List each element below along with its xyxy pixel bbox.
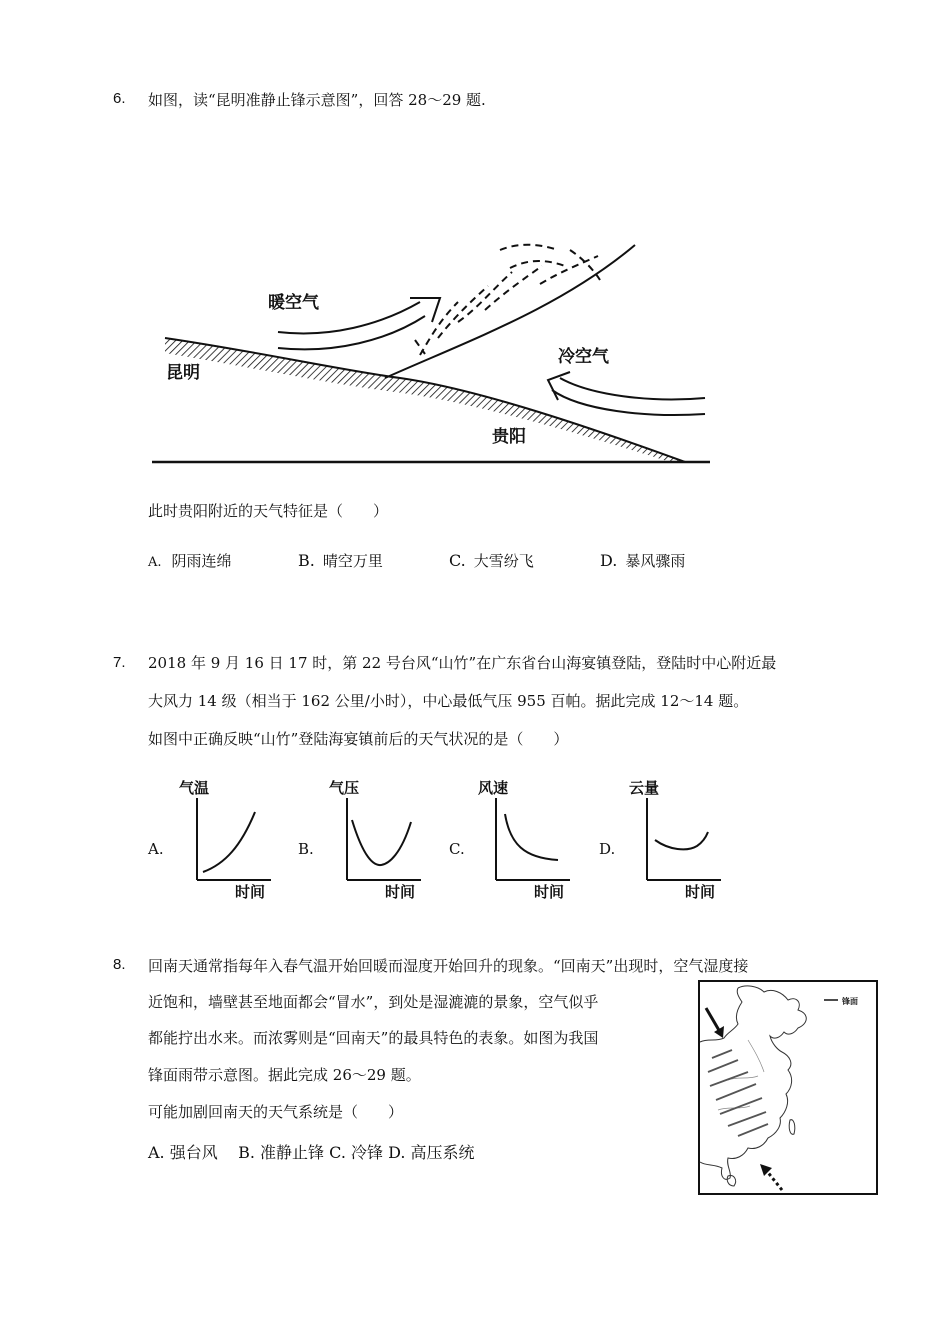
q8-option-d[interactable] [388, 1143, 474, 1162]
q7-option-b-label[interactable]: B. [298, 840, 314, 858]
q7-line-2: 大风力 14 级（相当于 162 公里/小时），中心最低气压 955 百帕。据此完成 12～14 题。 [148, 692, 749, 710]
option-label: B. [238, 1143, 255, 1162]
q8-line-3: 都能拧出水来。而浓雾则是“回南天”的最具特色的表象。如图为我国 [148, 1029, 599, 1047]
option-label: A. [148, 555, 162, 570]
q8-china-front-map [698, 980, 880, 1196]
q7-question: 如图中正确反映“山竹”登陆海宴镇前后的天气状况的是（ ） [148, 730, 569, 748]
option-label: D. [388, 1143, 406, 1162]
q6-option-b[interactable] [298, 550, 383, 571]
q7-option-c-label[interactable]: C. [449, 840, 465, 858]
cold-air-label: 冷空气 [558, 347, 609, 367]
guiyang-label: 贵阳 [492, 427, 526, 447]
q8-line-2: 近饱和，墙壁甚至地面都会“冒水”，到处是湿漉漉的景象，空气似乎 [148, 993, 599, 1011]
q6-option-d[interactable] [600, 550, 685, 571]
graph-ylabel: 风速 [478, 779, 509, 797]
option-label: A. [148, 1143, 165, 1162]
q6-front-diagram [140, 220, 720, 470]
option-label: D. [600, 551, 618, 570]
q6-option-a[interactable] [148, 550, 232, 571]
option-text: 晴空万里 [322, 552, 383, 570]
q7-line-1: 2018 年 9 月 16 日 17 时，第 22 号台风“山竹”在广东省台山海宴镇登陆，登陆时中心附近最 [148, 654, 777, 672]
q8-number: 8. [113, 956, 126, 973]
option-text: 准静止锋 [260, 1143, 325, 1162]
option-label: B. [298, 551, 315, 570]
graph-xlabel: 时间 [534, 883, 565, 901]
q8-line-1: 回南天通常指每年入春气温开始回暖而湿度开始回升的现象。“回南天”出现时，空气湿度接 [148, 957, 749, 975]
graph-ylabel: 气压 [329, 779, 360, 797]
map-legend-label: 锋面 [842, 997, 858, 1006]
q6-number: 6. [113, 90, 126, 107]
graph-xlabel: 时间 [385, 883, 416, 901]
q7-option-d-label[interactable]: D. [599, 840, 616, 858]
q6-stem: 如图，读“昆明准静止锋示意图”，回答 28～29 题. [148, 91, 486, 109]
option-text: 阴雨连绵 [171, 552, 232, 570]
q8-line-4: 锋面雨带示意图。据此完成 26～29 题。 [148, 1066, 421, 1084]
graph-ylabel: 气温 [179, 779, 210, 797]
q7-graph-b [325, 776, 425, 900]
q7-graph-d [625, 776, 725, 900]
option-text: 大雪纷飞 [473, 552, 534, 570]
graph-ylabel: 云量 [629, 779, 660, 797]
q8-option-b[interactable] [238, 1143, 324, 1162]
q7-number: 7. [113, 654, 126, 671]
q8-option-a[interactable] [148, 1143, 218, 1162]
warm-air-label: 暖空气 [268, 293, 319, 313]
q8-question: 可能加剧回南天的天气系统是（ ） [148, 1103, 404, 1121]
option-label: C. [329, 1143, 346, 1162]
q6-option-c[interactable] [449, 550, 534, 571]
graph-xlabel: 时间 [685, 883, 716, 901]
kunming-label: 昆明 [166, 363, 200, 383]
q7-graph-a [175, 776, 275, 900]
q6-question: 此时贵阳附近的天气特征是（ ） [148, 502, 389, 520]
option-text: 冷锋 [351, 1143, 384, 1162]
option-label: C. [449, 551, 466, 570]
q8-options-row [148, 1140, 475, 1163]
graph-xlabel: 时间 [235, 883, 266, 901]
q8-option-c[interactable] [329, 1143, 383, 1162]
option-text: 强台风 [169, 1143, 218, 1162]
option-text: 暴风骤雨 [625, 552, 686, 570]
q7-option-a-label[interactable]: A. [148, 840, 164, 858]
option-text: 高压系统 [410, 1143, 475, 1162]
q7-graph-c [474, 776, 574, 900]
